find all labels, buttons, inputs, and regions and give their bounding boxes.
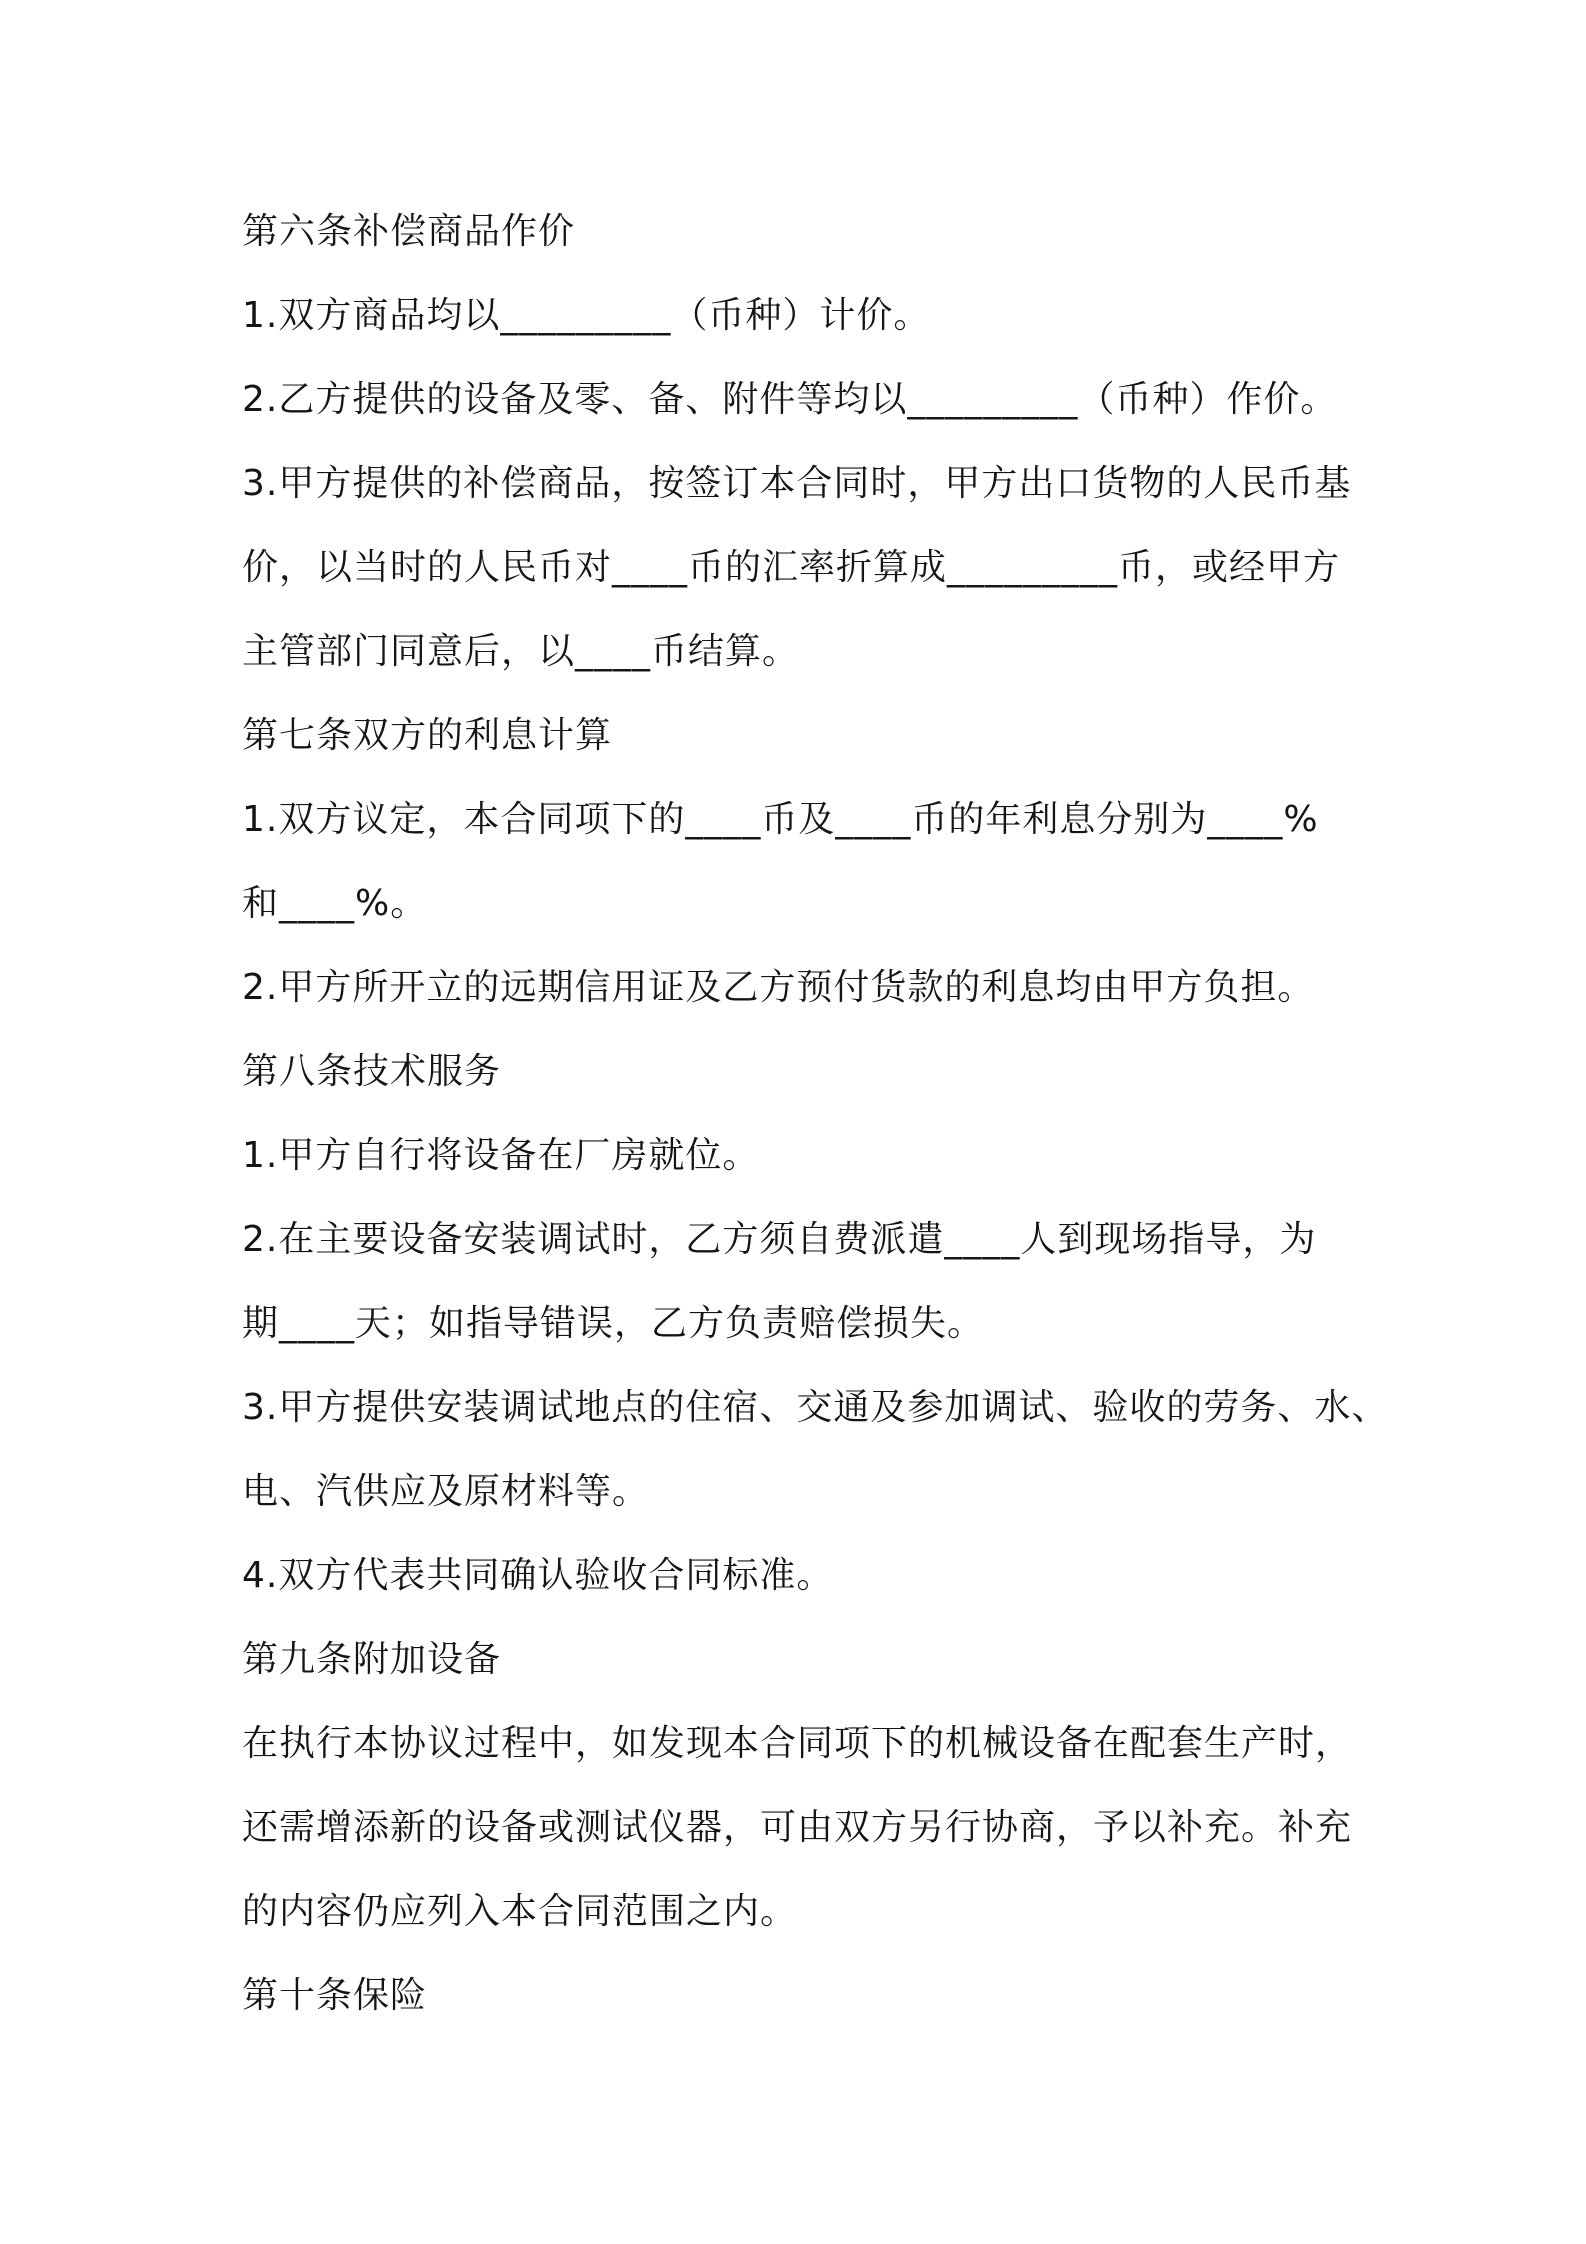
article-6-clause-3-line-3: 主管部门同意后，以____币结算。 xyxy=(242,631,800,672)
article-6-clause-2: 2.乙方提供的设备及零、备、附件等均以_________（币种）作价。 xyxy=(242,379,1338,420)
article-7-clause-2: 2.甲方所开立的远期信用证及乙方预付货款的利息均由甲方负担。 xyxy=(242,967,1315,1008)
article-6-heading: 第六条补偿商品作价 xyxy=(242,211,576,252)
article-7-clause-1-line-1: 1.双方议定，本合同项下的____币及____币的年利息分别为____% xyxy=(242,799,1319,840)
article-8-heading: 第八条技术服务 xyxy=(242,1051,502,1092)
article-9-paragraph-line-1: 在执行本协议过程中，如发现本合同项下的机械设备在配套生产时， xyxy=(242,1723,1353,1764)
article-8-clause-4: 4.双方代表共同确认验收合同标准。 xyxy=(242,1555,834,1596)
article-8-clause-1: 1.甲方自行将设备在厂房就位。 xyxy=(242,1135,760,1176)
article-9-paragraph-line-2: 还需增添新的设备或测试仪器，可由双方另行协商，予以补充。补充 xyxy=(242,1807,1353,1848)
article-10-heading: 第十条保险 xyxy=(242,1975,428,2016)
article-9-heading: 第九条附加设备 xyxy=(242,1639,502,1680)
article-8-clause-3-line-2: 电、汽供应及原材料等。 xyxy=(242,1471,650,1512)
article-7-clause-1-line-2: 和____%。 xyxy=(242,883,428,924)
article-6-clause-3-line-1: 3.甲方提供的补偿商品，按签订本合同时，甲方出口货物的人民币基 xyxy=(242,463,1352,504)
article-8-clause-2-line-2: 期____天；如指导错误，乙方负责赔偿损失。 xyxy=(242,1303,985,1344)
article-8-clause-2-line-1: 2.在主要设备安装调试时，乙方须自费派遣____人到现场指导，为 xyxy=(242,1219,1317,1260)
article-6-clause-1: 1.双方商品均以_________（币种）计价。 xyxy=(242,295,931,336)
article-9-paragraph-line-3: 的内容仍应列入本合同范围之内。 xyxy=(242,1891,798,1932)
document-body xyxy=(242,190,1389,2038)
article-8-clause-3-line-1: 3.甲方提供安装调试地点的住宿、交通及参加调试、验收的劳务、水、 xyxy=(242,1387,1389,1428)
article-7-heading: 第七条双方的利息计算 xyxy=(242,715,613,756)
article-6-clause-3-line-2: 价，以当时的人民币对____币的汇率折算成_________币，或经甲方 xyxy=(242,547,1341,588)
